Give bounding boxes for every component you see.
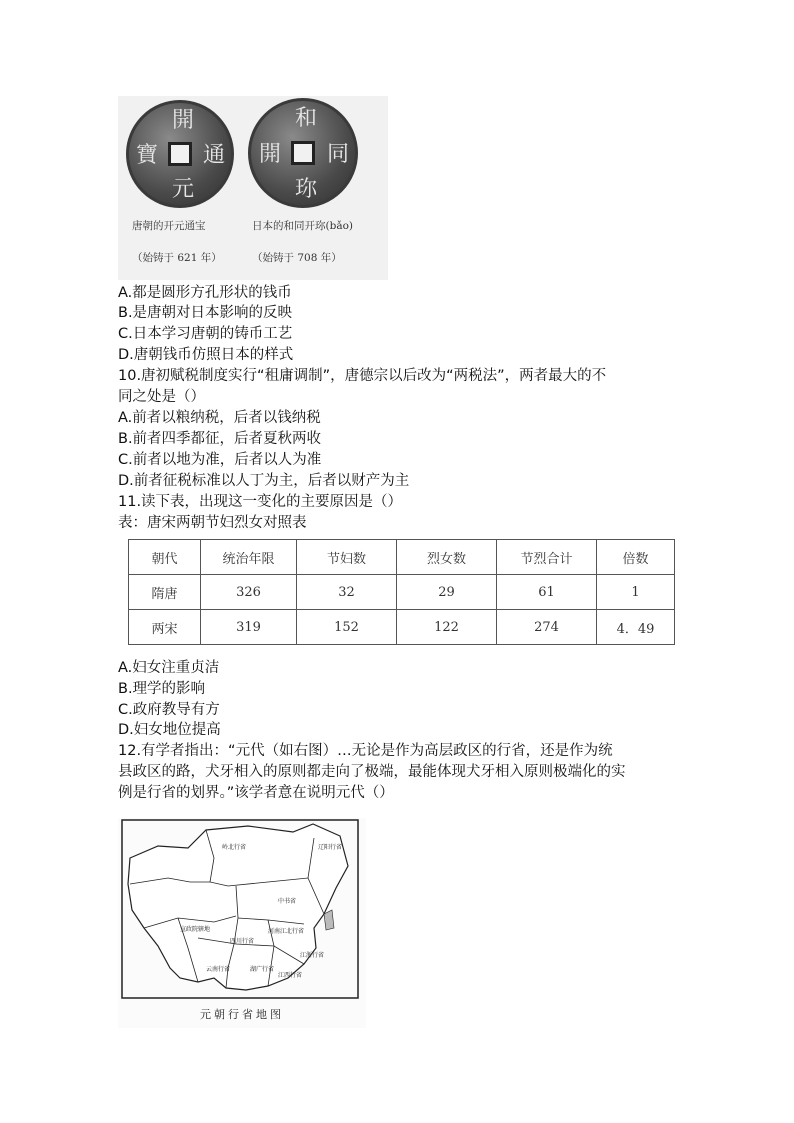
coin-figure — [118, 96, 388, 280]
comparison-table — [128, 539, 675, 645]
coin-glyph: 通 — [203, 143, 226, 168]
table-cell: 152 — [297, 610, 397, 645]
q11-table-title: 表：唐宋两朝节妇烈女对照表 — [118, 515, 307, 531]
coin-glyph: 寶 — [136, 143, 159, 168]
wado-kaichin-coin — [248, 98, 358, 208]
coin-glyph: 同 — [327, 142, 350, 167]
table-header-cell: 朝代 — [129, 540, 201, 575]
kaiyuan-tongbao-coin — [126, 100, 234, 208]
table-cell: 两宋 — [129, 610, 201, 645]
coin-glyph: 元 — [172, 177, 195, 202]
q11-stem: 11.读下表，出现这一变化的主要原因是（） — [118, 494, 403, 510]
q9-option-d: D.唐朝钱币仿照日本的样式 — [118, 347, 294, 363]
table-cell: 274 — [497, 610, 597, 645]
coin-caption-right: 日本的和同开珎(bǎo) — [252, 220, 353, 232]
map-label: 江浙行省 — [300, 952, 325, 959]
table-cell: 326 — [201, 575, 297, 610]
q9-option-b: B.是唐朝对日本影响的反映 — [118, 305, 293, 321]
q9-option-a: A.都是圆形方孔形状的钱币 — [118, 285, 292, 301]
coin-caption-right-date: （始铸于 708 年） — [252, 252, 342, 264]
q10-stem: 10.唐初赋税制度实行“租庸调制”，唐德宗以后改为“两税法”，两者最大的不 — [118, 368, 607, 384]
q11-option-b: B.理学的影响 — [118, 681, 206, 697]
q12-stem-cont: 县政区的路，犬牙相入的原则都走向了极端，最能体现犬牙相入原则极端化的实 — [118, 764, 626, 780]
table-header-cell: 节烈合计 — [497, 540, 597, 575]
map-label: 湖广行省 — [250, 966, 275, 973]
q11-option-d: D.妇女地位提高 — [118, 722, 221, 738]
coin-hole — [291, 141, 315, 165]
table-cell: 32 — [297, 575, 397, 610]
table-cell: 319 — [201, 610, 297, 645]
table-header-row — [129, 540, 675, 575]
table-header-cell: 节妇数 — [297, 540, 397, 575]
q12-stem-cont2: 例是行省的划界。”该学者意在说明元代（） — [118, 785, 394, 801]
map-label: 中书省 — [278, 898, 297, 905]
table-header-cell: 倍数 — [597, 540, 675, 575]
q10-stem-cont: 同之处是（） — [118, 389, 205, 405]
table-cell: 隋唐 — [129, 575, 201, 610]
map-label: 辽阳行省 — [318, 844, 343, 851]
q11-option-a: A.妇女注重贞洁 — [118, 660, 220, 676]
coin-caption-left: 唐朝的开元通宝 — [132, 220, 206, 232]
coin-glyph: 開 — [259, 142, 282, 167]
q10-option-b: B.前者四季都征，后者夏秋两收 — [118, 431, 322, 447]
map-label: 江西行省 — [278, 972, 303, 979]
table-header-cell: 烈女数 — [397, 540, 497, 575]
map-label: 岭北行省 — [222, 844, 247, 851]
coin-caption-left-date: （始铸于 621 年） — [132, 252, 222, 264]
map-label: 河南江北行省 — [268, 928, 305, 935]
table-cell: 1 — [597, 575, 675, 610]
table-cell: 61 — [497, 575, 597, 610]
coin-hole — [168, 142, 192, 166]
q11-option-c: C.政府教导有方 — [118, 702, 220, 718]
table-row — [129, 575, 675, 610]
map-label: 云南行省 — [206, 966, 231, 973]
coin-glyph: 開 — [172, 108, 195, 133]
q9-option-c: C.日本学习唐朝的铸币工艺 — [118, 326, 293, 342]
q12-stem: 12.有学者指出：“元代（如右图）…无论是作为高层政区的行省，还是作为统 — [118, 743, 613, 759]
yuan-provinces-map — [118, 818, 366, 1028]
map-caption: 元朝行省地图 — [200, 1008, 284, 1021]
table-cell: 4．49 — [597, 610, 675, 645]
table-header-cell: 统治年限 — [201, 540, 297, 575]
q10-option-c: C.前者以地为准，后者以人为准 — [118, 452, 322, 468]
map-label: 四川行省 — [230, 938, 255, 945]
table-cell: 29 — [397, 575, 497, 610]
q10-option-a: A.前者以粮纳税，后者以钱纳税 — [118, 410, 321, 426]
coin-glyph: 珎 — [295, 177, 318, 202]
q10-option-d: D.前者征税标准以人丁为主，后者以财产为主 — [118, 473, 410, 489]
coin-glyph: 和 — [295, 106, 318, 131]
table-row — [129, 610, 675, 645]
map-label: 宣政院辖地 — [180, 926, 211, 933]
table-cell: 122 — [397, 610, 497, 645]
